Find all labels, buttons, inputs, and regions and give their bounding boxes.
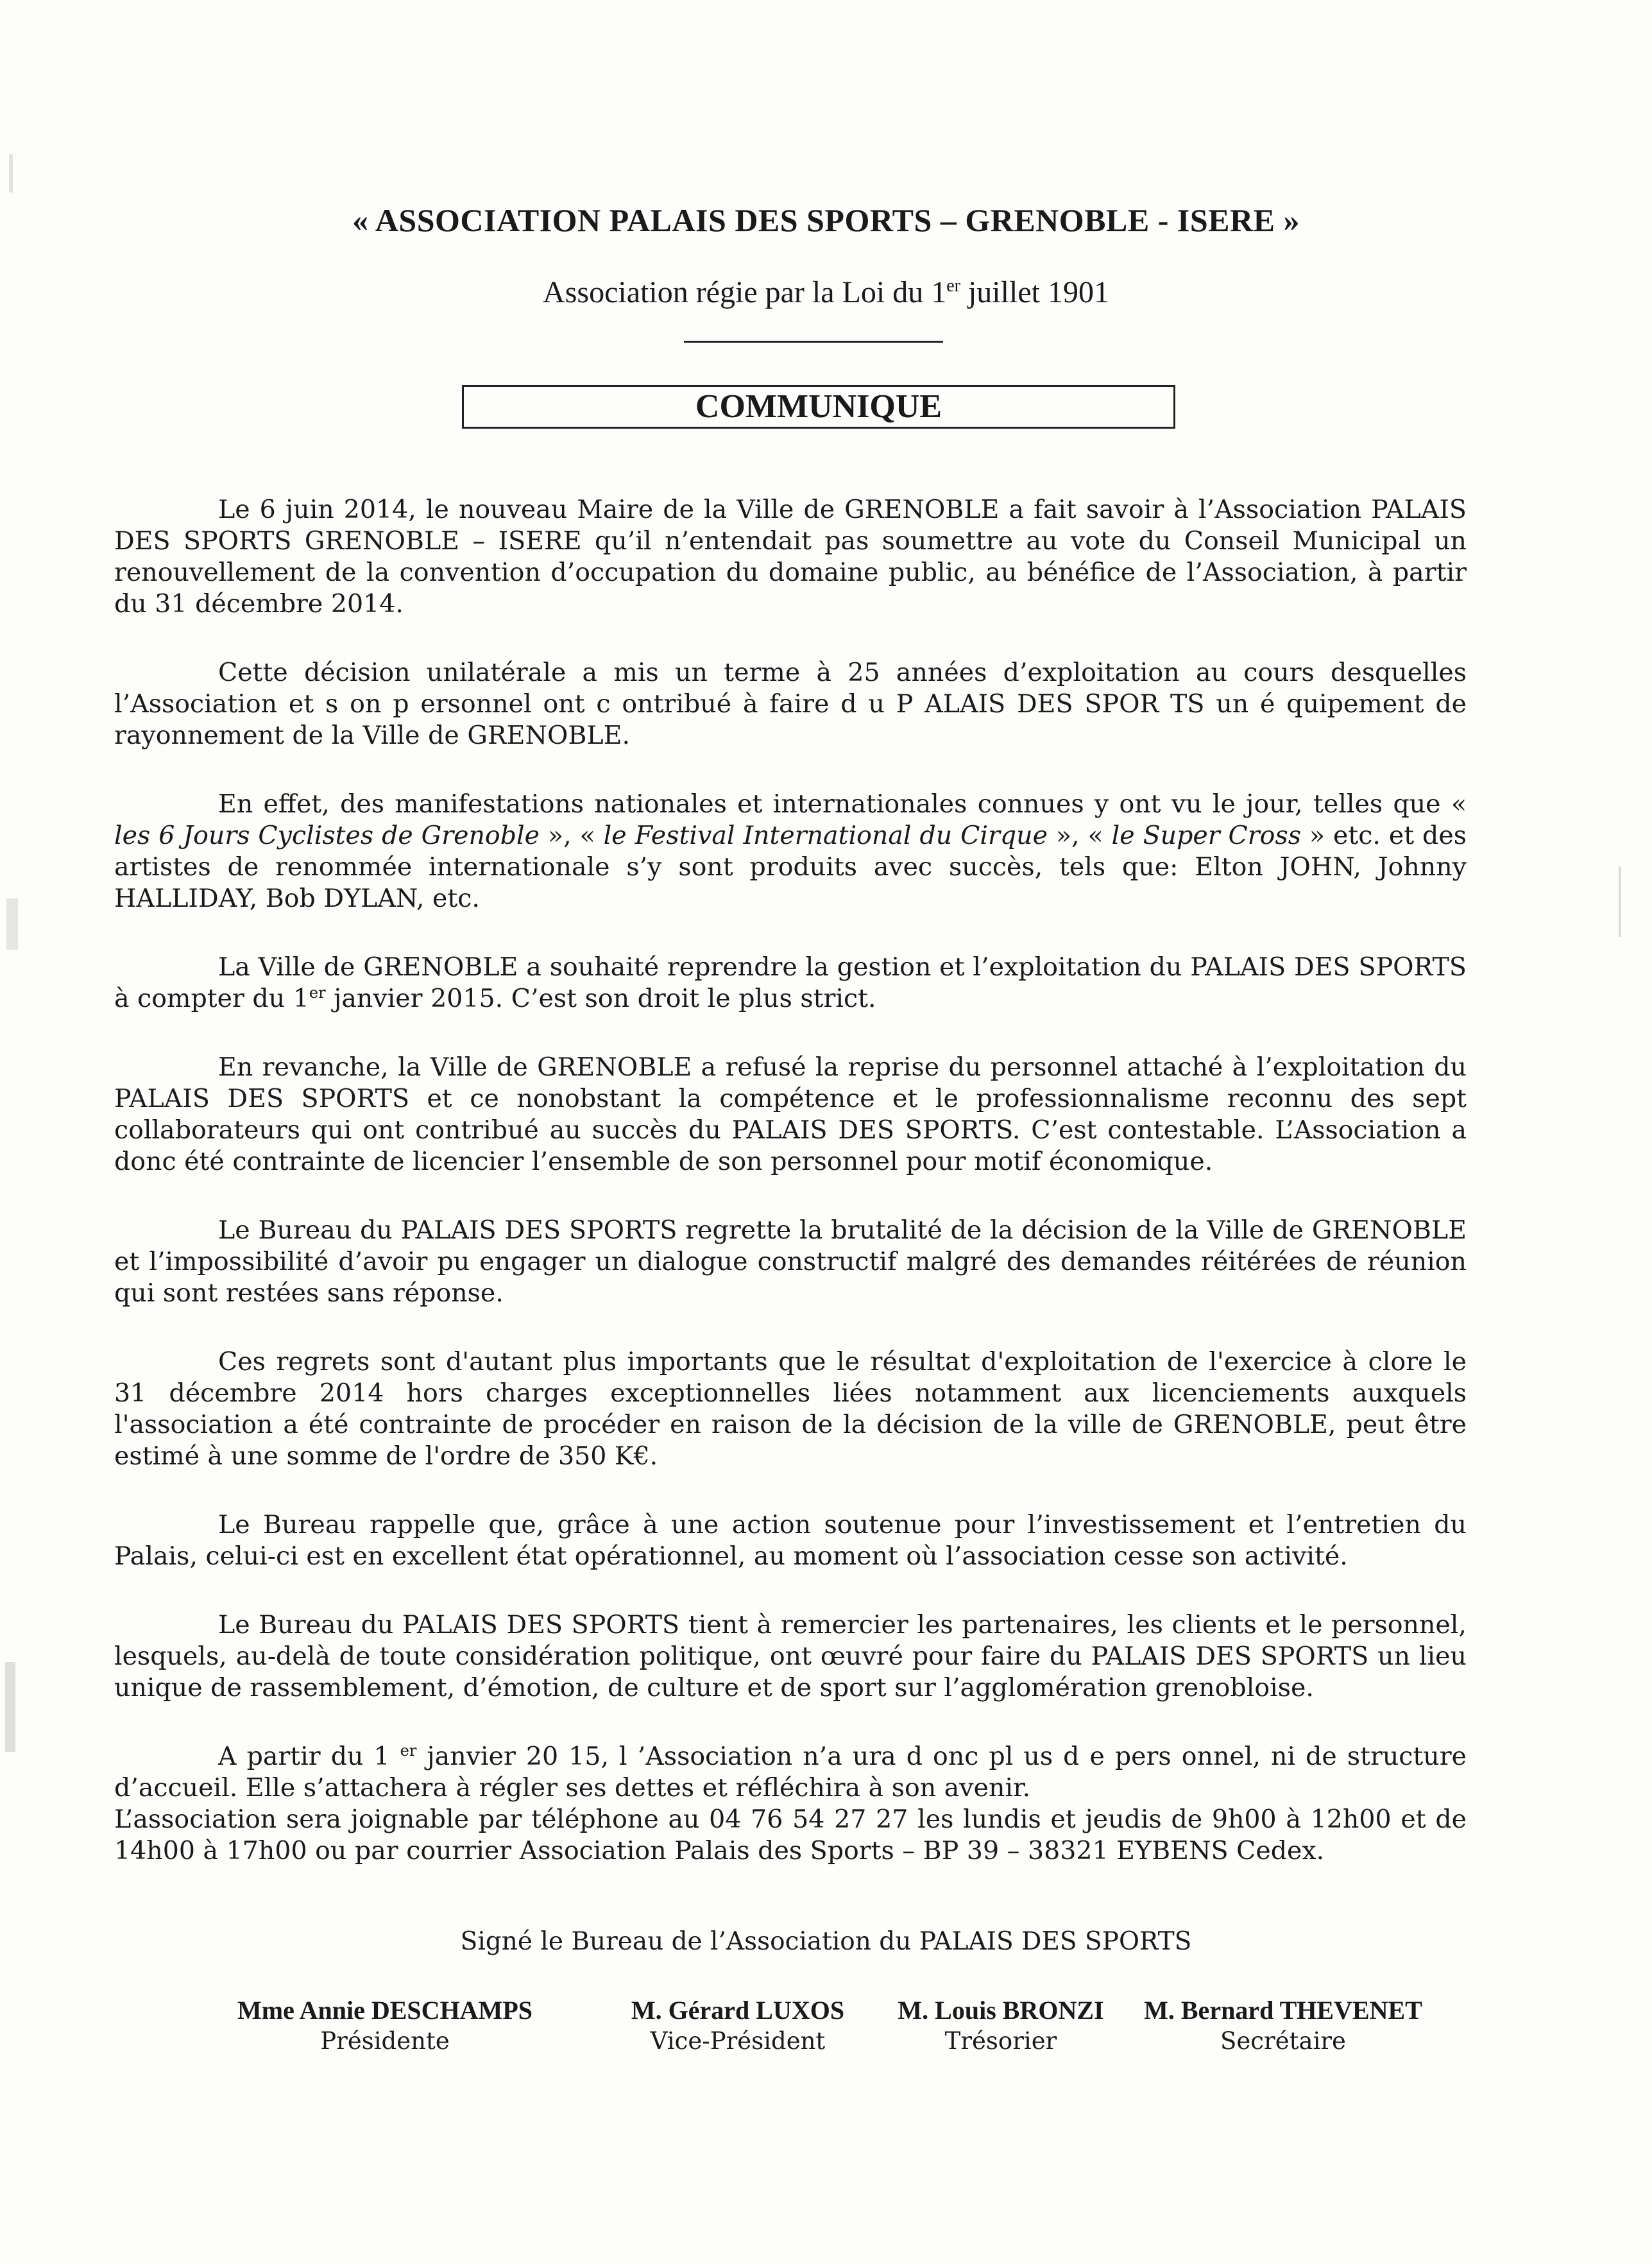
signed-line: Signé le Bureau de l’Association du PALAIS DES SPORTS <box>460 1927 1192 1956</box>
paragraph-text: janvier 2015. C’est son droit le plus strict. <box>325 984 876 1013</box>
subtitle-text: Association régie par la Loi du 1 <box>543 275 947 309</box>
document-title: « ASSOCIATION PALAIS DES SPORTS – GRENOBLE - ISERE » <box>352 202 1300 238</box>
communique-heading: COMMUNIQUE <box>462 385 1175 429</box>
paragraph-text: La Ville de GRENOBLE a souhaité reprendre la gestion et l’exploitation du PALAIS DES SPORTS à compter du 1 <box>114 952 1467 1013</box>
paragraph <box>114 789 1467 914</box>
signatory-secretary <box>1116 1994 1450 2056</box>
paragraph: Ces regrets sont d'autant plus importants que le résultat d'exploitation de l'exercice à clore le 31 décembre 2014 hors charges exceptionnelles liées notamment aux licenciements auxquels l'association a été contrainte de procéder en raison de la décision de la ville de GRENOBLE, peut être estimé à une somme de l'ordre de 350 K€. <box>114 1347 1467 1471</box>
contact-paragraph: L’association sera joignable par téléphone au 04 76 54 27 27 les lundis et jeudis de 9h00 à 12h00 et de 14h00 à 17h00 ou par courrier Association Palais des Sports – BP 39 – 38321 EYBENS Cedex. <box>114 1805 1467 1865</box>
paragraph: Le Bureau du PALAIS DES SPORTS regrette la brutalité de la décision de la Ville de GRENOBLE et l’impossibilité d’avoir pu engager un dialogue constructif malgré des demandes réitérées de réunion qui sont restées sans réponse. <box>114 1215 1467 1308</box>
signatory-president <box>205 1994 565 2056</box>
superscript: er <box>309 983 326 1002</box>
signatory-name: M. Louis BRONZI <box>898 1996 1104 2025</box>
document-subtitle <box>0 275 1652 310</box>
paragraph: Le 6 juin 2014, le nouveau Maire de la Ville de GRENOBLE a fait savoir à l’Association PALAIS DES SPORTS GRENOBLE – ISERE qu’il n’entendait pas soumettre au vote du Conseil Municipal un renouvellement de la convention d’occupation du domaine public, au bénéfice de l’Association, à partir du 31 décembre 2014. <box>114 495 1467 619</box>
scan-artifact <box>6 898 18 950</box>
event-name: les 6 Jours Cyclistes de Grenoble <box>114 821 540 850</box>
signatory-role: Secrétaire <box>1220 2027 1346 2055</box>
signatory-vice-president <box>577 1994 898 2056</box>
signatory-role: Trésorier <box>944 2027 1057 2055</box>
subtitle-superscript: er <box>946 276 960 296</box>
subtitle-text-end: juillet 1901 <box>960 275 1109 309</box>
signatory-role: Vice-Président <box>650 2027 826 2055</box>
paragraph <box>114 952 1467 1015</box>
paragraph: Le Bureau rappelle que, grâce à une action soutenue pour l’investissement et l’entretien du Palais, celui-ci est en excellent état opérationnel, au moment où l’association cesse son activité. <box>114 1510 1467 1571</box>
header-divider <box>684 341 943 343</box>
signatory-name: M. Gérard LUXOS <box>631 1996 845 2025</box>
document-body <box>114 494 1467 1904</box>
paragraph: En revanche, la Ville de GRENOBLE a refusé la reprise du personnel attaché à l’exploitation du PALAIS DES SPORTS et ce nonobstant la compétence et le professionnalisme reconnu des sept collaborateurs qui ont contribué au succès du PALAIS DES SPORTS. C’est contestable. L’Association a donc été contrainte de licencier l’ensemble de son personnel pour motif économique. <box>114 1052 1467 1176</box>
paragraph: Cette décision unilatérale a mis un terme à 25 années d’exploitation au cours desquelles l’Association et s on p ersonnel ont c ontribué à faire d u P ALAIS DES SPOR TS un é quipement de rayonnement de la Ville de GRENOBLE. <box>114 658 1467 750</box>
event-name: le Festival International du Cirque <box>603 821 1048 850</box>
paragraph-text: A partir du 1 <box>218 1742 400 1771</box>
scan-artifact <box>1619 866 1621 937</box>
paragraph-text: janvier 20 15, l ’Association n’a ura d onc pl us d e pers onnel, ni de structure d’accueil. Elle s’attachera à régler ses dettes et réfléchira à son avenir. <box>114 1742 1467 1803</box>
paragraph: Le Bureau du PALAIS DES SPORTS tient à remercier les partenaires, les clients et le personnel, lesquels, au-delà de toute considération politique, ont œuvré pour faire du PALAIS DES SPORTS un lieu unique de rassemblement, d’émotion, de culture et de sport sur l’agglomération grenobloise. <box>114 1610 1467 1702</box>
paragraph-text: » etc. et des artistes de renommée internationale s’y sont produits avec succès, tels que: Elton JOHN, Johnny HALLIDAY, Bob DYLAN, etc. <box>114 821 1467 913</box>
paragraph-text: », « <box>539 821 604 850</box>
paragraph-text: », « <box>1047 821 1112 850</box>
signatory-name: Mme Annie DESCHAMPS <box>237 1996 532 2025</box>
signatory-role: Présidente <box>320 2027 450 2055</box>
signatory-name: M. Bernard THEVENET <box>1144 1996 1422 2025</box>
paragraph <box>114 1741 1467 1804</box>
scan-artifact <box>9 154 13 193</box>
signatory-treasurer <box>879 1994 1123 2056</box>
scan-artifact <box>5 1662 15 1752</box>
paragraph-text: En effet, des manifestations nationales et internationales connues y ont vu le jour, telles que « <box>218 789 1467 819</box>
superscript: er <box>400 1741 417 1760</box>
event-name: le Super Cross <box>1111 821 1301 850</box>
